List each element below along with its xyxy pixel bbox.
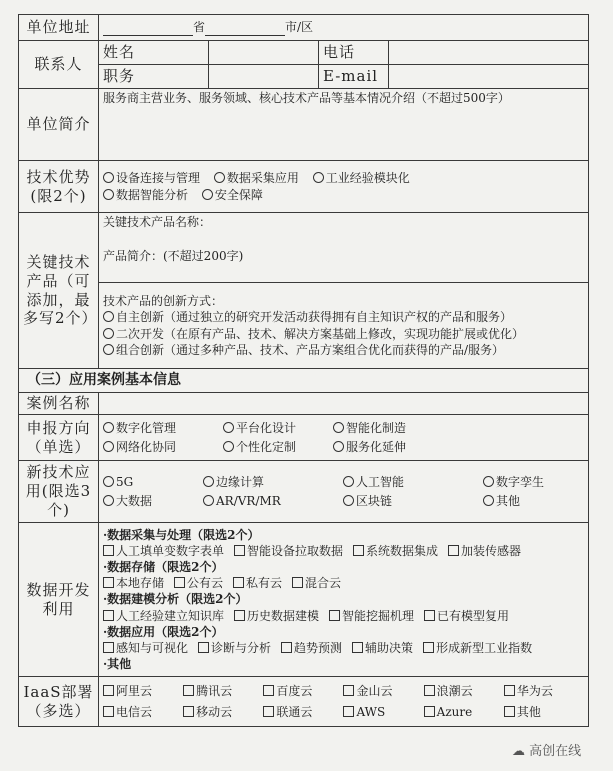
city-suffix: 市/区 xyxy=(285,20,314,35)
data-option[interactable] xyxy=(281,640,342,656)
option-text: 系统数据集成 xyxy=(366,543,439,558)
section3-row xyxy=(19,369,589,393)
option-text: 历史数据建模 xyxy=(247,608,320,623)
direction-option[interactable] xyxy=(223,439,323,455)
tech-adv-row xyxy=(19,161,589,213)
option-text: 移动云 xyxy=(196,704,233,719)
phone-field[interactable] xyxy=(389,41,589,65)
data-option[interactable] xyxy=(233,575,282,591)
tech-adv-option[interactable] xyxy=(202,187,263,203)
new-tech-option[interactable] xyxy=(203,493,333,509)
data-option[interactable] xyxy=(234,608,319,624)
checkbox-icon xyxy=(424,610,435,621)
radio-circle-icon xyxy=(343,476,354,487)
key-tech-label: 关键技术产品（可添加，最多写2个） xyxy=(19,213,99,369)
option-text: 公有云 xyxy=(187,576,224,591)
checkbox-icon xyxy=(103,642,114,653)
radio-circle-icon xyxy=(214,172,225,183)
key-tech-name-label: 关键技术产品名称： xyxy=(103,215,212,229)
radio-circle-icon xyxy=(343,495,354,506)
radio-circle-icon xyxy=(223,422,234,433)
option-text: 区块链 xyxy=(356,493,393,508)
option-text: AR/VR/MR xyxy=(216,493,281,508)
new-tech-option[interactable] xyxy=(343,493,473,509)
checkbox-icon xyxy=(504,685,515,696)
contact-row-1 xyxy=(19,41,589,65)
option-text: Azure xyxy=(436,704,473,719)
option-text: 数据智能分析 xyxy=(116,187,189,202)
new-tech-label: 新技术应用(限选3个) xyxy=(19,461,99,523)
radio-circle-icon xyxy=(103,495,114,506)
option-text: 混合云 xyxy=(305,576,342,591)
checkbox-icon xyxy=(292,577,303,588)
case-name-row xyxy=(19,393,589,415)
key-tech-top[interactable] xyxy=(99,213,589,283)
wechat-icon: ☁ xyxy=(512,744,530,759)
iaas-option[interactable] xyxy=(504,704,584,720)
data-option[interactable] xyxy=(174,575,223,591)
checkbox-icon xyxy=(353,545,364,556)
option-text: 其他 xyxy=(496,493,521,508)
option-text: 大数据 xyxy=(116,493,153,508)
option-text: 自主创新（通过独立的研究开发活动获得拥有自主知识产权的产品和服务） xyxy=(116,310,513,325)
option-text: 数字孪生 xyxy=(496,475,545,490)
option-text: 联通云 xyxy=(276,704,313,719)
radio-circle-icon xyxy=(103,311,114,322)
radio-circle-icon xyxy=(483,495,494,506)
option-text: AWS xyxy=(356,704,386,719)
radio-circle-icon xyxy=(103,328,114,339)
option-text: 个性化定制 xyxy=(236,439,297,454)
option-text: 工业经验模块化 xyxy=(325,171,410,186)
iaas-option[interactable] xyxy=(103,704,183,720)
innovation-label: 技术产品的创新方式： xyxy=(103,294,224,309)
radio-circle-icon xyxy=(313,172,324,183)
new-tech-option[interactable] xyxy=(483,493,589,509)
option-text: 本地存储 xyxy=(116,576,165,591)
radio-circle-icon xyxy=(483,476,494,487)
checkbox-icon xyxy=(233,577,244,588)
option-text: 智能挖掘机理 xyxy=(342,608,415,623)
key-tech-row-1 xyxy=(19,213,589,283)
option-text: 安全保障 xyxy=(214,187,263,202)
option-text: 人工智能 xyxy=(356,475,405,490)
checkbox-icon xyxy=(343,706,354,717)
iaas-option[interactable] xyxy=(424,683,504,699)
intro-row xyxy=(19,89,589,161)
checkbox-icon xyxy=(329,610,340,621)
radio-circle-icon xyxy=(202,189,213,200)
data-option[interactable] xyxy=(329,608,414,624)
direction-option[interactable] xyxy=(223,420,323,436)
direction-row xyxy=(19,415,589,461)
option-text: 私有云 xyxy=(246,576,283,591)
data-option[interactable] xyxy=(103,640,188,656)
option-text: 已有模型复用 xyxy=(437,608,510,623)
direction-label: 申报方向（单选） xyxy=(19,415,99,461)
option-text: 其他 xyxy=(516,704,541,719)
radio-circle-icon xyxy=(203,495,214,506)
key-tech-intro-label: 产品简介：(不超过200字) xyxy=(103,249,244,264)
iaas-option[interactable] xyxy=(343,683,423,699)
radio-circle-icon xyxy=(103,441,114,452)
checkbox-icon xyxy=(504,706,515,717)
option-text: 辅助决策 xyxy=(365,640,414,655)
contact-row-2 xyxy=(19,65,589,89)
checkbox-icon xyxy=(423,642,434,653)
tech-adv-option[interactable] xyxy=(103,170,200,186)
iaas-option[interactable] xyxy=(263,683,343,699)
data-option[interactable] xyxy=(292,575,341,591)
key-tech-innovation xyxy=(99,283,589,369)
option-text: 加装传感器 xyxy=(461,543,522,558)
option-text: 数据采集应用 xyxy=(226,171,299,186)
radio-circle-icon xyxy=(333,441,344,452)
new-tech-option[interactable] xyxy=(483,474,589,490)
option-text: 智能设备拉取数据 xyxy=(247,543,344,558)
tech-adv-option[interactable] xyxy=(103,187,188,203)
option-text: 5G xyxy=(116,475,134,490)
checkbox-icon xyxy=(198,642,209,653)
option-text: 二次开发（在原有产品、技术、解决方案基础上修改，实现功能扩展或优化） xyxy=(116,326,525,341)
phone-label: 电话 xyxy=(319,41,389,65)
data-option[interactable] xyxy=(353,543,438,559)
data-group-title: ·数据采集与处理（限选2个） xyxy=(103,527,260,542)
option-text: 浪潮云 xyxy=(436,684,473,699)
option-text: 诊断与分析 xyxy=(211,640,272,655)
data-use-options xyxy=(99,523,589,677)
direction-option[interactable] xyxy=(103,439,213,455)
option-text: 数字化管理 xyxy=(116,421,177,436)
province-suffix: 省 xyxy=(193,20,206,35)
checkbox-icon xyxy=(103,545,114,556)
new-tech-row xyxy=(19,461,589,523)
key-tech-row-2 xyxy=(19,283,589,369)
option-text: 人工经验建立知识库 xyxy=(116,608,225,623)
case-name-label: 案例名称 xyxy=(19,393,99,415)
radio-circle-icon xyxy=(103,344,114,355)
iaas-option[interactable] xyxy=(504,683,584,699)
tech-adv-title: 技术优势 xyxy=(26,167,91,186)
data-option[interactable] xyxy=(234,543,343,559)
data-option[interactable] xyxy=(103,543,224,559)
new-tech-options xyxy=(99,461,589,523)
intro-desc: 服务商主营业务、服务领域、核心技术产品等基本情况介绍（不超过500字） xyxy=(103,91,510,105)
checkbox-icon xyxy=(281,642,292,653)
data-option[interactable] xyxy=(448,543,521,559)
watermark-text: 高创在线 xyxy=(529,744,582,759)
address-label: 单位地址 xyxy=(19,15,99,41)
option-text: 电信云 xyxy=(116,704,153,719)
option-text: 阿里云 xyxy=(116,684,153,699)
checkbox-icon xyxy=(263,706,274,717)
iaas-option[interactable] xyxy=(263,704,343,720)
option-text: 服务化延伸 xyxy=(346,439,407,454)
new-tech-option[interactable] xyxy=(103,474,193,490)
checkbox-icon xyxy=(352,642,363,653)
option-text: 百度云 xyxy=(276,684,313,699)
direction-option[interactable] xyxy=(103,420,213,436)
data-option[interactable] xyxy=(423,640,532,656)
data-use-label: 数据开发利用 xyxy=(19,523,99,677)
checkbox-icon xyxy=(343,685,354,696)
title-label: 职务 xyxy=(99,65,209,89)
data-option[interactable] xyxy=(103,575,164,591)
tech-adv-option[interactable] xyxy=(313,170,410,186)
iaas-option[interactable] xyxy=(183,683,263,699)
intro-label: 单位简介 xyxy=(19,89,99,161)
option-text: 智能化制造 xyxy=(346,421,407,436)
option-text: 组合创新（通过多种产品、技术、产品方案组合优化而获得的产品/服务） xyxy=(116,342,505,357)
radio-circle-icon xyxy=(103,422,114,433)
option-text: 网络化协同 xyxy=(116,439,177,454)
checkbox-icon xyxy=(263,685,274,696)
data-group-title: ·数据应用（限选2个） xyxy=(103,624,224,639)
checkbox-icon xyxy=(174,577,185,588)
radio-circle-icon xyxy=(203,476,214,487)
section3-title: （三）应用案例基本信息 xyxy=(19,369,589,393)
iaas-label: IaaS部署（多选） xyxy=(19,677,99,727)
radio-circle-icon xyxy=(103,476,114,487)
checkbox-icon xyxy=(424,706,435,717)
option-text: 人工填单变数字表单 xyxy=(116,543,225,558)
tech-adv-limit: (限2个) xyxy=(30,186,87,205)
data-option[interactable] xyxy=(103,608,224,624)
email-field[interactable] xyxy=(389,65,589,89)
tech-adv-label xyxy=(19,161,99,213)
address-row xyxy=(19,15,589,41)
checkbox-icon xyxy=(103,706,114,717)
data-use-row xyxy=(19,523,589,677)
radio-circle-icon xyxy=(223,441,234,452)
title-field[interactable] xyxy=(209,65,319,89)
application-form-table xyxy=(18,14,589,727)
new-tech-option[interactable] xyxy=(343,474,473,490)
checkbox-icon xyxy=(424,685,435,696)
checkbox-icon xyxy=(234,545,245,556)
option-text: 感知与可视化 xyxy=(116,640,189,655)
radio-circle-icon xyxy=(333,422,344,433)
direction-option[interactable] xyxy=(333,420,473,436)
option-text: 形成新型工业指数 xyxy=(436,640,533,655)
option-text: 趋势预测 xyxy=(294,640,343,655)
checkbox-icon xyxy=(448,545,459,556)
option-text: 边缘计算 xyxy=(216,475,265,490)
checkbox-icon xyxy=(234,610,245,621)
option-text: 设备连接与管理 xyxy=(116,171,201,186)
checkbox-icon xyxy=(103,577,114,588)
data-option[interactable] xyxy=(198,640,271,656)
checkbox-icon xyxy=(103,610,114,621)
new-tech-option[interactable] xyxy=(103,493,193,509)
iaas-option[interactable] xyxy=(103,683,183,699)
innovation-option[interactable] xyxy=(103,309,584,325)
option-text: 腾讯云 xyxy=(196,684,233,699)
name-field[interactable] xyxy=(209,41,319,65)
watermark xyxy=(512,740,581,759)
checkbox-icon xyxy=(183,706,194,717)
innovation-option[interactable] xyxy=(103,342,584,358)
option-text: 华为云 xyxy=(516,684,553,699)
data-group-title: ·数据存储（限选2个） xyxy=(103,560,224,575)
data-option[interactable] xyxy=(352,640,413,656)
data-group-title: ·数据建模分析（限选2个） xyxy=(103,592,248,607)
iaas-option[interactable] xyxy=(183,704,263,720)
checkbox-icon xyxy=(103,685,114,696)
contact-label: 联系人 xyxy=(19,41,99,89)
radio-circle-icon xyxy=(103,172,114,183)
direction-options xyxy=(99,415,589,461)
address-field[interactable] xyxy=(99,15,589,41)
checkbox-icon xyxy=(183,685,194,696)
name-label: 姓名 xyxy=(99,41,209,65)
tech-adv-options xyxy=(99,161,589,213)
iaas-option[interactable] xyxy=(343,704,423,720)
email-label: E-mail xyxy=(319,65,389,89)
option-text: 金山云 xyxy=(356,684,393,699)
case-name-field[interactable] xyxy=(99,393,589,415)
innovation-option[interactable] xyxy=(103,326,584,342)
new-tech-option[interactable] xyxy=(203,474,333,490)
tech-adv-option[interactable] xyxy=(214,170,299,186)
iaas-options xyxy=(99,677,589,727)
radio-circle-icon xyxy=(103,189,114,200)
direction-option[interactable] xyxy=(333,439,473,455)
iaas-option[interactable] xyxy=(424,704,504,720)
data-option[interactable] xyxy=(424,608,509,624)
intro-field[interactable] xyxy=(99,89,589,161)
data-other[interactable]: ·其他 xyxy=(103,657,132,672)
option-text: 平台化设计 xyxy=(236,421,297,436)
iaas-row xyxy=(19,677,589,727)
